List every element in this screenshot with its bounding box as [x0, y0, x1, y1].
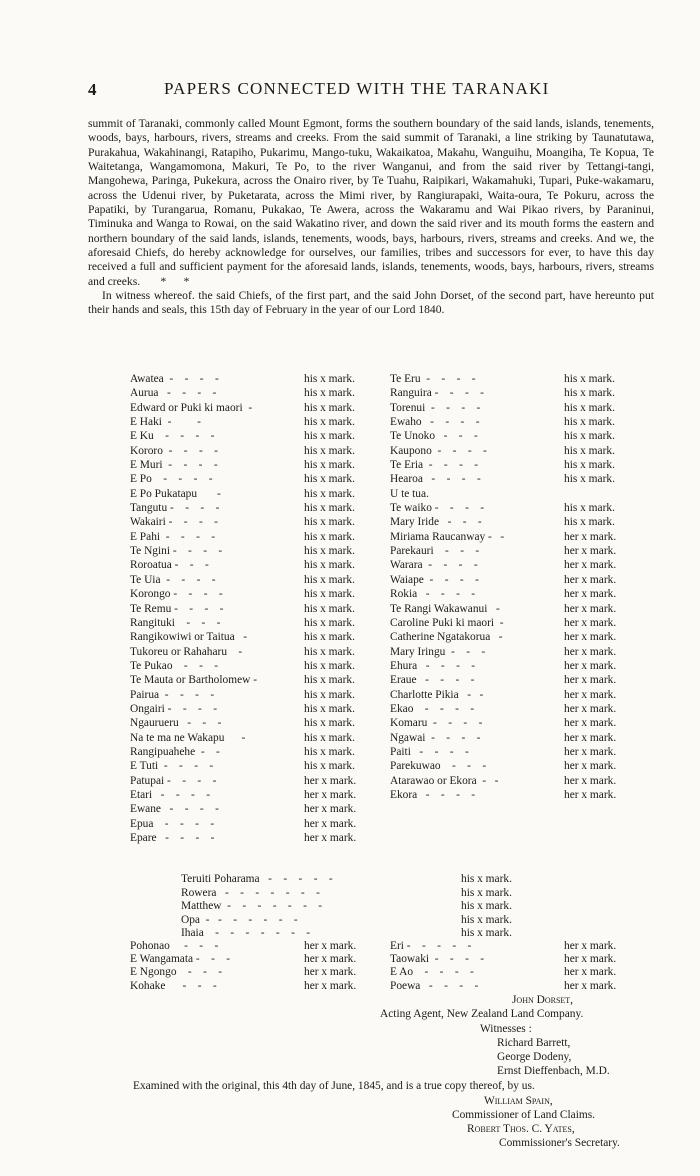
- signatory-name: Rokia - - - -: [390, 588, 476, 601]
- signatory-mark: his x mark.: [304, 616, 355, 629]
- signatory-mark: his x mark.: [564, 430, 615, 443]
- signatory-name: Ewaho - - - -: [390, 416, 480, 429]
- signatory-name: Ehura - - - -: [390, 659, 476, 672]
- table-row: [181, 887, 512, 901]
- signatory-name: Ihaia - - - - - - -: [181, 927, 311, 939]
- signatory-mark: his x mark.: [304, 516, 355, 529]
- signatory-mark: his x mark.: [304, 659, 355, 672]
- table-row: [130, 774, 644, 788]
- signatory-mark: his x mark.: [304, 760, 355, 773]
- table-row: [130, 587, 644, 601]
- signatory-name: Patupai - - - -: [130, 774, 217, 787]
- signatory-name: Ekora - - - -: [390, 788, 476, 801]
- signatory-mark: her x mark.: [304, 774, 357, 787]
- signatory-mark: her x mark.: [564, 940, 617, 952]
- table-row: [181, 927, 512, 941]
- table-row: [181, 914, 512, 928]
- signatory-mark: his x mark.: [304, 745, 355, 758]
- signatory-name: Teruiti Poharama - - - - -: [181, 873, 333, 885]
- signatory-mark: her x mark.: [304, 966, 357, 979]
- signatory-name: E Po - - - -: [130, 473, 213, 486]
- signatory-mark: [564, 831, 644, 845]
- signatory-mark: her x mark.: [564, 602, 617, 615]
- signatory-name: Tukoreu or Rahaharu -: [130, 645, 243, 658]
- witnesses-heading: Witnesses :: [480, 1023, 532, 1035]
- signatory-mark: his x mark.: [461, 886, 512, 899]
- secretary-title: Commissioner's Secretary.: [499, 1137, 620, 1149]
- witness-name: Ernst Dieffenbach, M.D.: [497, 1065, 610, 1077]
- table-row: [130, 429, 644, 443]
- signatory-mark: her x mark.: [564, 774, 617, 787]
- table-row: [130, 702, 644, 716]
- table-row: [130, 558, 644, 572]
- signatory-mark: her x mark.: [304, 940, 357, 952]
- signatory-mark: his x mark.: [304, 459, 355, 472]
- signatory-name: Te Mauta or Bartholomew -: [130, 674, 257, 687]
- signatory-mark: her x mark.: [564, 645, 617, 658]
- signatory-mark: her x mark.: [304, 788, 357, 801]
- signatory-name: E Pahi - - - -: [130, 530, 216, 543]
- signatory-mark: his x mark.: [304, 430, 355, 443]
- table-row: [130, 940, 644, 953]
- signatory-mark: his x mark.: [304, 602, 355, 615]
- signatory-mark: his x mark.: [304, 545, 355, 558]
- signatory-name: Te Ngini - - - -: [130, 545, 223, 558]
- signatory-name: Te waiko - - - -: [390, 502, 485, 515]
- signatory-name: Ranguira - - - -: [390, 387, 484, 400]
- signatory-name: Roroatua - - -: [130, 559, 209, 572]
- table-row: [130, 573, 644, 587]
- signatory-mark: his x mark.: [304, 631, 355, 644]
- table-row: [130, 544, 644, 558]
- signatory-name: Rowera - - - - - - -: [181, 886, 320, 899]
- commissioner-title: Commissioner of Land Claims.: [452, 1109, 596, 1121]
- table-row: [130, 788, 644, 802]
- signatory-mark: his x mark.: [304, 731, 355, 744]
- signatory-mark: her x mark.: [564, 760, 617, 773]
- table-row: [130, 401, 644, 415]
- table-row: [130, 759, 644, 773]
- asterisks-text: * *: [160, 274, 190, 288]
- table-row: [130, 817, 644, 831]
- signatory-mark: his x mark.: [304, 444, 355, 457]
- table-row: [130, 530, 644, 544]
- signatory-name: Epare - - - -: [130, 832, 215, 844]
- secretary-name: Robert Thos. C. Yates,: [467, 1123, 575, 1135]
- table-row: [130, 673, 644, 687]
- witness-name: George Dodeny,: [497, 1051, 572, 1063]
- signatory-name: Rangikowiwi or Taitua -: [130, 631, 247, 644]
- table-row: [130, 372, 644, 386]
- certification-text: Examined with the original, this 4th day of June, 1845, and is a true copy thereof, by us.: [133, 1080, 535, 1092]
- table-row: [130, 745, 644, 759]
- signatory-name: Epua - - - -: [130, 817, 215, 830]
- signatory-mark: his x mark.: [304, 373, 355, 385]
- table-row: [181, 900, 512, 914]
- signatory-mark: his x mark.: [304, 387, 355, 400]
- signatory-mark: his x mark.: [564, 373, 615, 385]
- signatory-mark: [564, 487, 644, 501]
- signatory-name: Rangituki - - -: [130, 616, 221, 629]
- signatory-name: Kohake - - -: [130, 979, 217, 992]
- signatory-mark: his x mark.: [564, 416, 615, 429]
- signatory-name: Kororo - - - -: [130, 444, 218, 457]
- signatory-name: Ekao - - - -: [390, 702, 475, 715]
- signatory-name: Te Eria - - - -: [390, 459, 479, 472]
- signatory-name: Te Remu - - - -: [130, 602, 224, 615]
- table-row: [130, 616, 644, 630]
- table-row: [130, 458, 644, 472]
- table-row: [130, 472, 644, 486]
- signatory-mark: her x mark.: [564, 659, 617, 672]
- signatory-name: Edward or Puki ki maori -: [130, 401, 253, 414]
- signatory-mark: his x mark.: [304, 401, 355, 414]
- signatory-mark: his x mark.: [304, 573, 355, 586]
- signatory-mark: his x mark.: [304, 416, 355, 429]
- signatory-mark: her x mark.: [564, 788, 617, 801]
- signatory-name: E Ku - - - -: [130, 430, 215, 443]
- signatory-name: Kaupono - - - -: [390, 444, 487, 457]
- signatory-name: Paiti - - - -: [390, 745, 469, 758]
- signatory-mark: her x mark.: [564, 559, 617, 572]
- body-paragraph: [88, 117, 654, 318]
- signatory-mark: his x mark.: [304, 473, 355, 486]
- signatory-mark: her x mark.: [564, 674, 617, 687]
- signatory-name: Eraue - - - -: [390, 674, 475, 687]
- signatory-name: Eri - - - - -: [390, 940, 472, 952]
- signatory-mark: her x mark.: [304, 803, 357, 816]
- signatory-mark: his x mark.: [564, 401, 615, 414]
- signatory-mark: her x mark.: [564, 530, 617, 543]
- table-row: [130, 802, 644, 816]
- witness-name: Richard Barrett,: [497, 1037, 571, 1049]
- signatory-mark: [564, 802, 644, 816]
- signatory-name: Waiape - - - -: [390, 573, 479, 586]
- agent-name: John Dorset,: [512, 994, 574, 1006]
- signatory-mark: her x mark.: [564, 588, 617, 601]
- asterisks: [143, 275, 160, 288]
- table-row: [130, 630, 644, 644]
- signatory-name: Charlotte Pikia - -: [390, 688, 484, 701]
- signatory-mark: her x mark.: [564, 953, 617, 966]
- signatory-mark: her x mark.: [564, 631, 617, 644]
- signatory-name: Mary Iringu - - -: [390, 645, 486, 658]
- table-row: [130, 645, 644, 659]
- signatory-name: [390, 802, 564, 816]
- signatory-name: Poewa - - - -: [390, 979, 479, 992]
- signatory-name: Te Pukao - - -: [130, 659, 219, 672]
- signatory-name: Caroline Puki ki maori -: [390, 616, 504, 629]
- table-row: [130, 487, 644, 501]
- signatory-name: Atarawao or Ekora - -: [390, 774, 499, 787]
- signatory-mark: [564, 817, 644, 831]
- signatory-mark: her x mark.: [564, 979, 617, 992]
- signatory-name: Te Uia - - - -: [130, 573, 216, 586]
- signatory-name: Ngaurueru - - -: [130, 717, 222, 730]
- signatory-name: Wakairi - - - -: [130, 516, 218, 529]
- signatory-mark: his x mark.: [564, 473, 615, 486]
- signatory-name: Te Eru - - - -: [390, 373, 476, 385]
- commissioner-name: William Spain,: [484, 1095, 553, 1107]
- witness-clause: In witness whereof. the said Chiefs, of the first part, and the said John Dorset, of the second part, have hereunto put their hands and seals, this 15th day of February in the year of our Lord 1840.: [88, 289, 654, 317]
- signatory-name: Komaru - - - -: [390, 717, 483, 730]
- agent-title: Acting Agent, New Zealand Land Company.: [380, 1008, 584, 1020]
- signatory-mark: his x mark.: [461, 873, 512, 885]
- signatory-name: Na te ma ne Wakapu -: [130, 731, 246, 744]
- signatory-mark: his x mark.: [564, 502, 615, 515]
- signatory-mark: her x mark.: [564, 731, 617, 744]
- signatory-mark: his x mark.: [304, 688, 355, 701]
- running-head: PAPERS CONNECTED WITH THE TARANAKI: [164, 79, 550, 98]
- signatory-mark: her x mark.: [564, 745, 617, 758]
- signatory-name: E Wangamata - - -: [130, 953, 231, 966]
- signatory-name: Taowaki - - - -: [390, 953, 485, 966]
- signatory-mark: her x mark.: [564, 616, 617, 629]
- signatory-mark: her x mark.: [564, 702, 617, 715]
- signatory-name: E Ngongo - - -: [130, 966, 223, 979]
- signatory-mark: her x mark.: [564, 545, 617, 558]
- signatory-name: Warara - - - -: [390, 559, 478, 572]
- signatory-mark: her x mark.: [304, 817, 357, 830]
- signatory-name: Opa - - - - - - -: [181, 913, 298, 926]
- table-row: [130, 444, 644, 458]
- signatory-mark: his x mark.: [304, 674, 355, 687]
- signatory-mark: his x mark.: [304, 530, 355, 543]
- signatory-name: U te tua.: [390, 487, 429, 500]
- signatory-mark: her x mark.: [304, 953, 357, 966]
- table-row: [130, 386, 644, 400]
- signatory-mark: her x mark.: [304, 979, 357, 992]
- signatory-mark: her x mark.: [564, 688, 617, 701]
- signatory-name: Hearoa - - - -: [390, 473, 481, 486]
- table-row: [130, 966, 644, 979]
- signatory-name: Awatea - - - -: [130, 373, 219, 385]
- signatory-mark: his x mark.: [304, 645, 355, 658]
- signatory-name: Ewane - - - -: [130, 803, 219, 816]
- signatory-mark: his x mark.: [304, 702, 355, 715]
- signatory-mark: his x mark.: [564, 444, 615, 457]
- signatory-name: E Ao - - - -: [390, 966, 474, 979]
- signatory-mark: his x mark.: [304, 487, 355, 500]
- table-row: [130, 501, 644, 515]
- signatory-mark: her x mark.: [304, 832, 357, 844]
- page-number: 4: [88, 80, 97, 99]
- signatory-name: E Muri - - - -: [130, 459, 218, 472]
- table-row: [130, 602, 644, 616]
- signatory-name: Te Rangi Wakawanui -: [390, 602, 500, 615]
- sub-signatories-table: [181, 873, 512, 941]
- signatory-name: Rangipuahehe - -: [130, 745, 220, 758]
- signatory-mark: his x mark.: [461, 927, 512, 939]
- signatory-mark: his x mark.: [304, 717, 355, 730]
- signatory-name: Korongo - - - -: [130, 588, 223, 601]
- signatory-name: Pohonao - - -: [130, 940, 219, 952]
- table-row: [130, 688, 644, 702]
- signatory-name: Ongairi - - - -: [130, 702, 217, 715]
- signatory-mark: his x mark.: [304, 559, 355, 572]
- signatory-name: Ngawai - - - -: [390, 731, 481, 744]
- signatory-name: Mary Iride - - -: [390, 516, 482, 529]
- signatory-mark: his x mark.: [461, 913, 512, 926]
- signatory-name: E Tuti - - - -: [130, 760, 214, 773]
- signatory-name: Te Unoko - - -: [390, 430, 478, 443]
- signatory-name: Etari - - - -: [130, 788, 211, 801]
- signatory-mark: his x mark.: [461, 900, 512, 912]
- table-row: [130, 831, 644, 845]
- signatory-name: Matthew - - - - - - -: [181, 900, 323, 912]
- signatory-mark: his x mark.: [564, 387, 615, 400]
- signatory-name: Aurua - - - -: [130, 387, 217, 400]
- signatory-name: [390, 831, 564, 845]
- table-row: [130, 953, 644, 966]
- table-row: [130, 659, 644, 673]
- signatory-name: E Haki - -: [130, 416, 201, 429]
- signatory-mark: her x mark.: [564, 573, 617, 586]
- signatory-mark: her x mark.: [564, 717, 617, 730]
- signatory-name: Torenui - - - -: [390, 401, 481, 414]
- table-row: [130, 980, 644, 993]
- signatory-mark: his x mark.: [564, 516, 615, 529]
- signatories-table: [130, 372, 644, 845]
- signatory-name: Tangutu - - - -: [130, 502, 220, 515]
- signatory-name: [390, 817, 564, 831]
- signatory-name: E Po Pukatapu -: [130, 487, 221, 500]
- signatories-table-2: [130, 940, 644, 993]
- table-row: [130, 731, 644, 745]
- signatory-mark: his x mark.: [564, 459, 615, 472]
- boundary-description: summit of Taranaki, commonly called Mount Egmont, forms the southern boundary of the said lands, islands, tenements, woods, bays, harbours, rivers, streams and creeks. From the said summit of Taranaki, a line striking by Taunatutawa, Purakahua, Wakahinangi, Ratapiho, Pukarimu, Mango-tuku, Wakaikatoa, Makahu, Wanguihu, Moangiha, Te Kopua, Te Waitetanga, Wangamomona, Makuri, Te Po, to the river Wanganui, and from the said river by Tettangi-tangi, Mangohewa, Paringa, Pukekura, across the Onairo river, by Te Tuahu, Raipikari, Wakamahuki, Tupari, Puke-wakamaru, across the Udenui river, by Puketarata, across the Mimi river, by Rangiurapaki, Waita-oura, Te Pokuru, across the Papatiki, by Turangarua, Romanu, Pukakao, Te Awera, across the Wakaramu and Wai Pikao rivers, by Paraninui, Timinuka and Wanga to Rowai, on the said Wakatino river, and down the said river and its mouth forms the eastern and northern boundary of the said lands, islands, tenements, woods, bays, harbours, rivers, streams and creeks. And we, the aforesaid Chiefs, do hereby acknowledge for ourselves, our families, tribes and successors for ever, to have this day received a full and sufficient payment for the aforesaid lands, islands, tenements, woods, bays, harbours, rivers, streams and creeks.: [88, 117, 654, 288]
- table-row: [181, 873, 512, 887]
- signatory-name: Catherine Ngatakorua -: [390, 631, 503, 644]
- signatory-mark: his x mark.: [304, 502, 355, 515]
- signatory-mark: his x mark.: [304, 588, 355, 601]
- table-row: [130, 415, 644, 429]
- signatory-mark: her x mark.: [564, 966, 617, 979]
- table-row: [130, 716, 644, 730]
- signatory-name: Parekuwao - - -: [390, 760, 487, 773]
- signatory-name: Pairua - - - -: [130, 688, 215, 701]
- signatory-name: Miriama Raucanway - -: [390, 530, 505, 543]
- table-row: [130, 515, 644, 529]
- signatory-name: Parekauri - - -: [390, 545, 480, 558]
